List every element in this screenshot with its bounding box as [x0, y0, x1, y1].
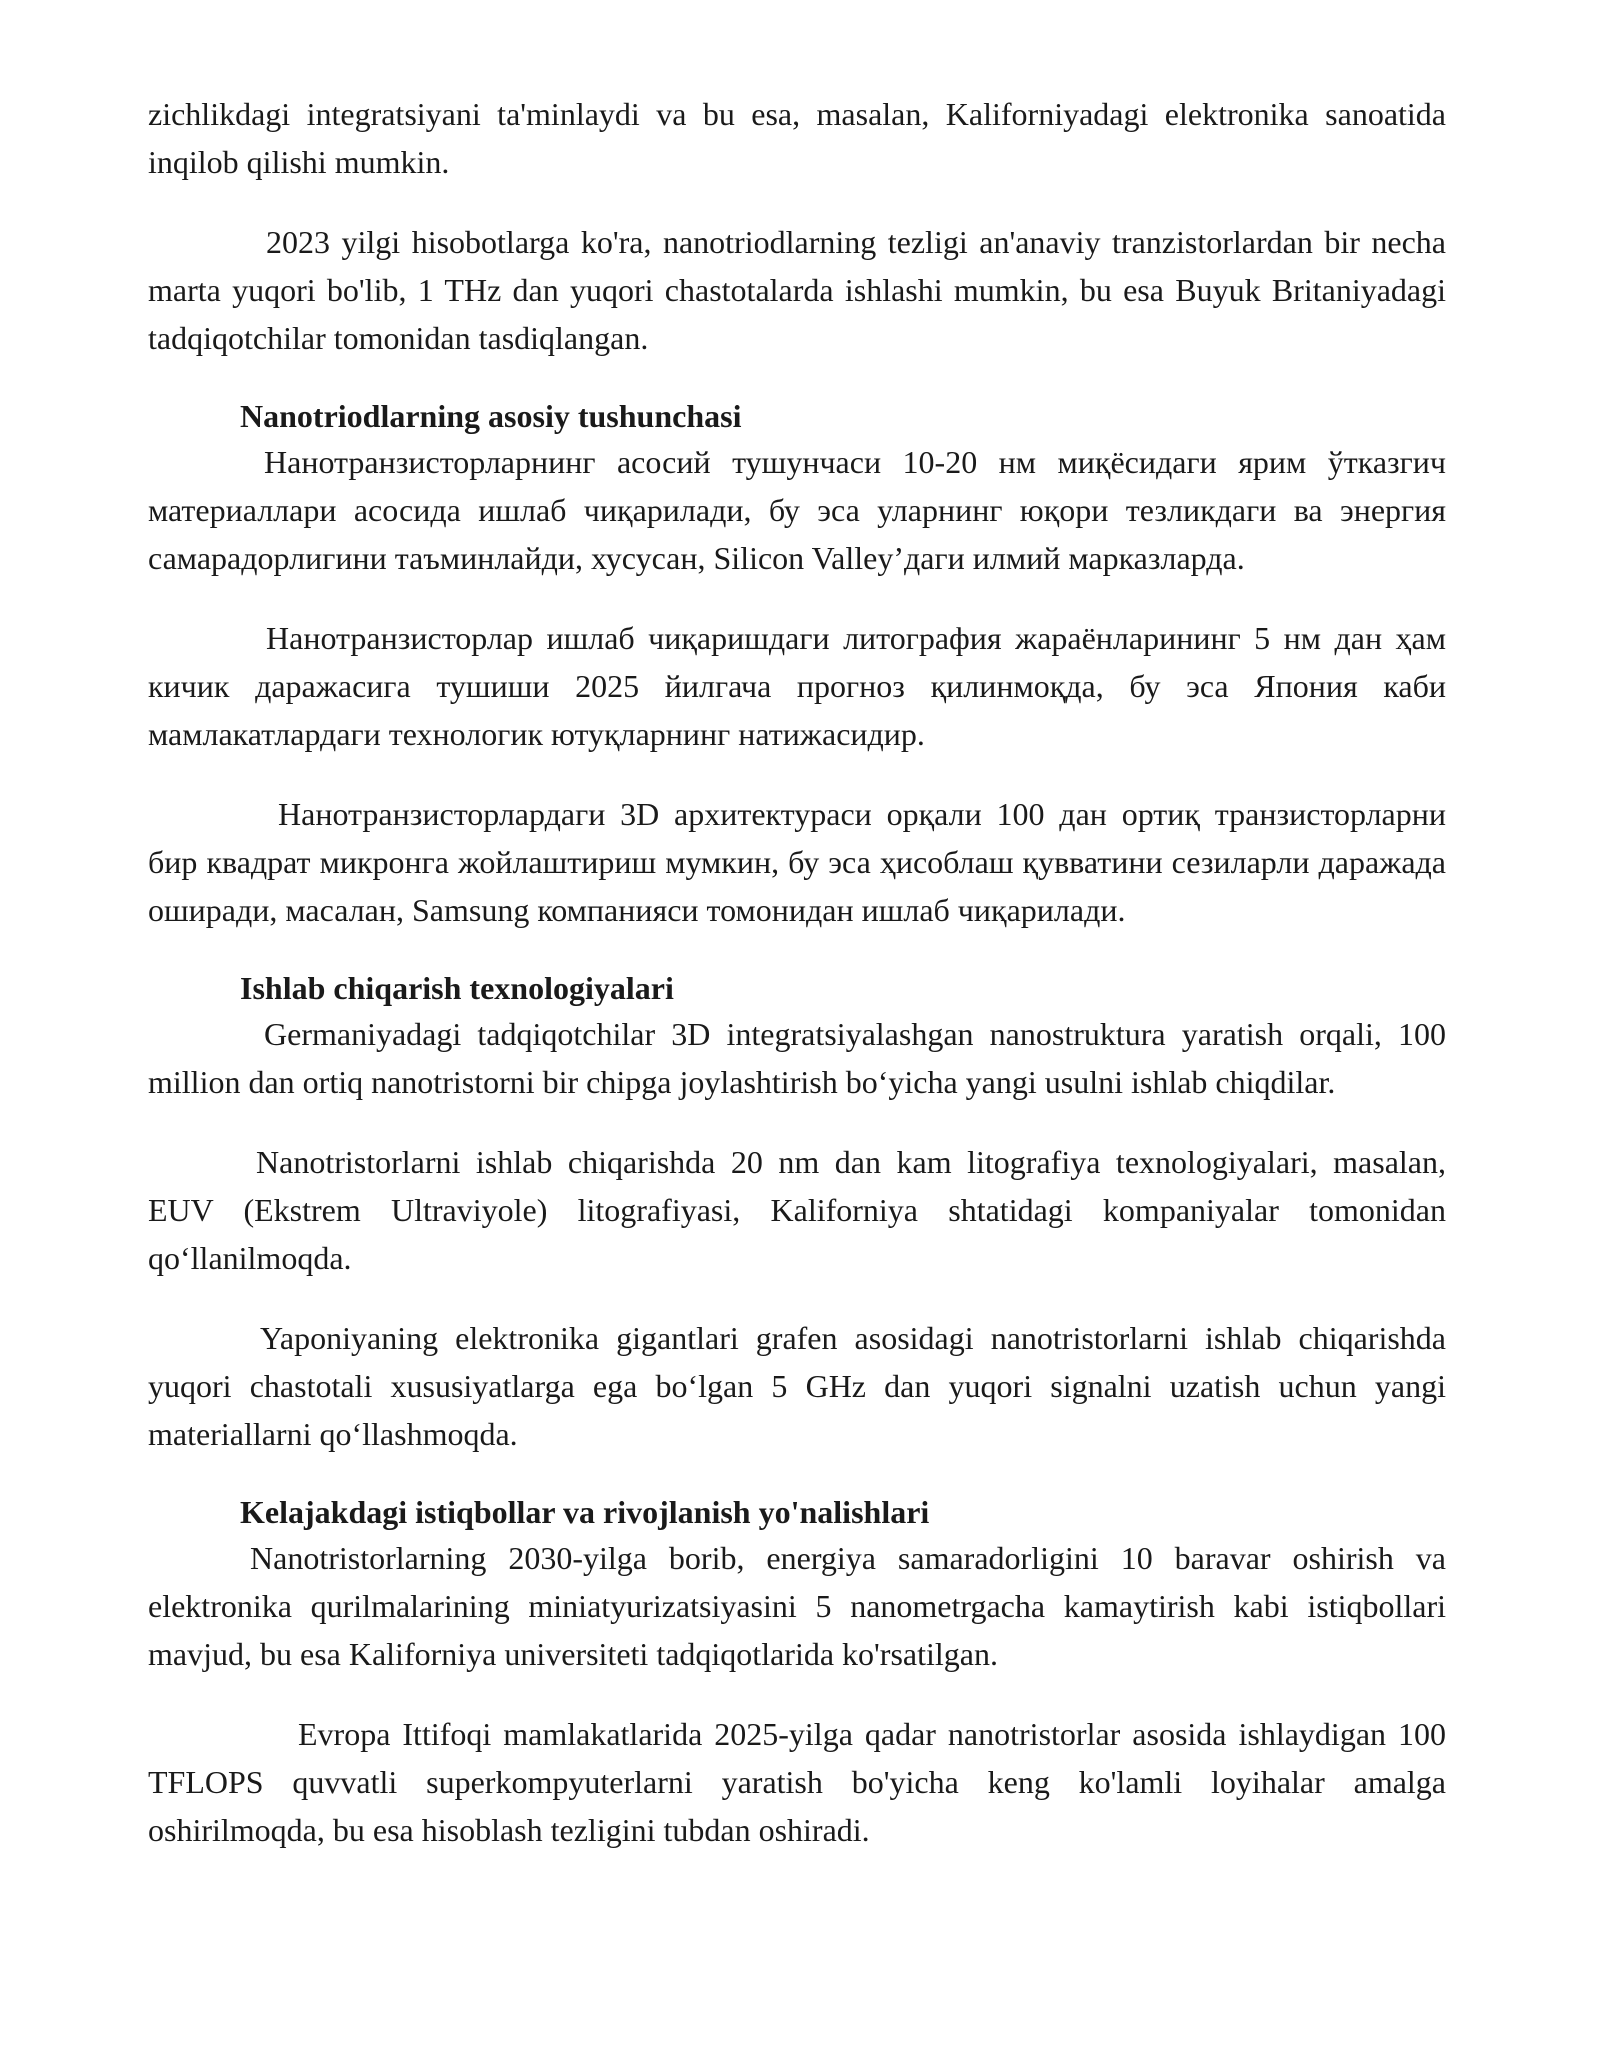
paragraph-concept-1: Нанотранзисторларнинг асосий тушунчаси 10-20 нм миқёсидаги ярим ўтказгич материаллари асосида ишлаб чиқарилади, бу эса уларнинг юқори тезликдаги ва энергия самарадорлигини таъминлайди, хусусан, Silicon Valley’даги илмий марказларда. [148, 444, 1446, 576]
paragraph-production-2: Nanotristorlarni ishlab chiqarishda 20 nm dan kam litografiya texnologiyalari, masalan, EUV (Ekstrem Ultraviyole) litografiyasi, Kaliforniya shtatidagi kompaniyalar tomonidan qoʻllanilmoqda. [148, 1144, 1446, 1276]
section-heading-future: Kelajakdagi istiqbollar va rivojlanish yo'nalishlari [240, 1494, 930, 1530]
paragraph-production-1: Germaniyadagi tadqiqotchilar 3D integratsiyalashgan nanostruktura yaratish orqali, 100 million dan ortiq nanotristorni bir chipga joylashtirish boʻyicha yangi usulni ishlab chiqdilar. [148, 1016, 1446, 1100]
section-heading-concept: Nanotriodlarning asosiy tushunchasi [240, 398, 742, 434]
section-heading-production: Ishlab chiqarish texnologiyalari [240, 970, 674, 1006]
paragraph-future-2: Evropa Ittifoqi mamlakatlarida 2025-yilga qadar nanotristorlar asosida ishlaydigan 100 TFLOPS quvvatli superkompyuterlarni yaratish bo'yicha keng ko'lamli loyihalar amalga oshirilmoqda, bu esa hisoblash tezligini tubdan oshiradi. [148, 1716, 1446, 1848]
paragraph-concept-3: Нанотранзисторлардаги 3D архитектураси орқали 100 дан ортиқ транзисторларни бир квадрат микронга жойлаштириш мумкин, бу эса ҳисоблаш қувватини сезиларли даражада оширади, масалан, Samsung компанияси томонидан ишлаб чиқарилади. [148, 796, 1446, 928]
paragraph-continuation: zichlikdagi integratsiyani ta'minlaydi va bu esa, masalan, Kaliforniyadagi elektronika sanoatida inqilob qilishi mumkin. [148, 96, 1446, 180]
paragraph-future-1: Nanotristorlarning 2030-yilga borib, energiya samaradorligini 10 baravar oshirish va elektronika qurilmalarining miniatyurizatsiyasini 5 nanometrgacha kamaytirish kabi istiqbollari mavjud, bu esa Kaliforniya universiteti tadqiqotlarida ko'rsatilgan. [148, 1540, 1446, 1672]
paragraph-2023-report: 2023 yilgi hisobotlarga ko'ra, nanotriodlarning tezligi an'anaviy tranzistorlardan bir necha marta yuqori bo'lib, 1 THz dan yuqori chastotalarda ishlashi mumkin, bu esa Buyuk Britaniyadagi tadqiqotchilar tomonidan tasdiqlangan. [148, 224, 1446, 356]
paragraph-concept-2: Нанотранзисторлар ишлаб чиқаришдаги литография жараёнларининг 5 нм дан ҳам кичик даражасига тушиши 2025 йилгача прогноз қилинмоқда, бу эса Япония каби мамлакатлардаги технологик ютуқларнинг натижасидир. [148, 620, 1446, 752]
document-page [148, 90, 1446, 1886]
paragraph-production-3: Yaponiyaning elektronika gigantlari grafen asosidagi nanotristorlarni ishlab chiqarishda yuqori chastotali xususiyatlarga ega boʻlgan 5 GHz dan yuqori signalni uzatish uchun yangi materiallarni qoʻllashmoqda. [148, 1320, 1446, 1452]
